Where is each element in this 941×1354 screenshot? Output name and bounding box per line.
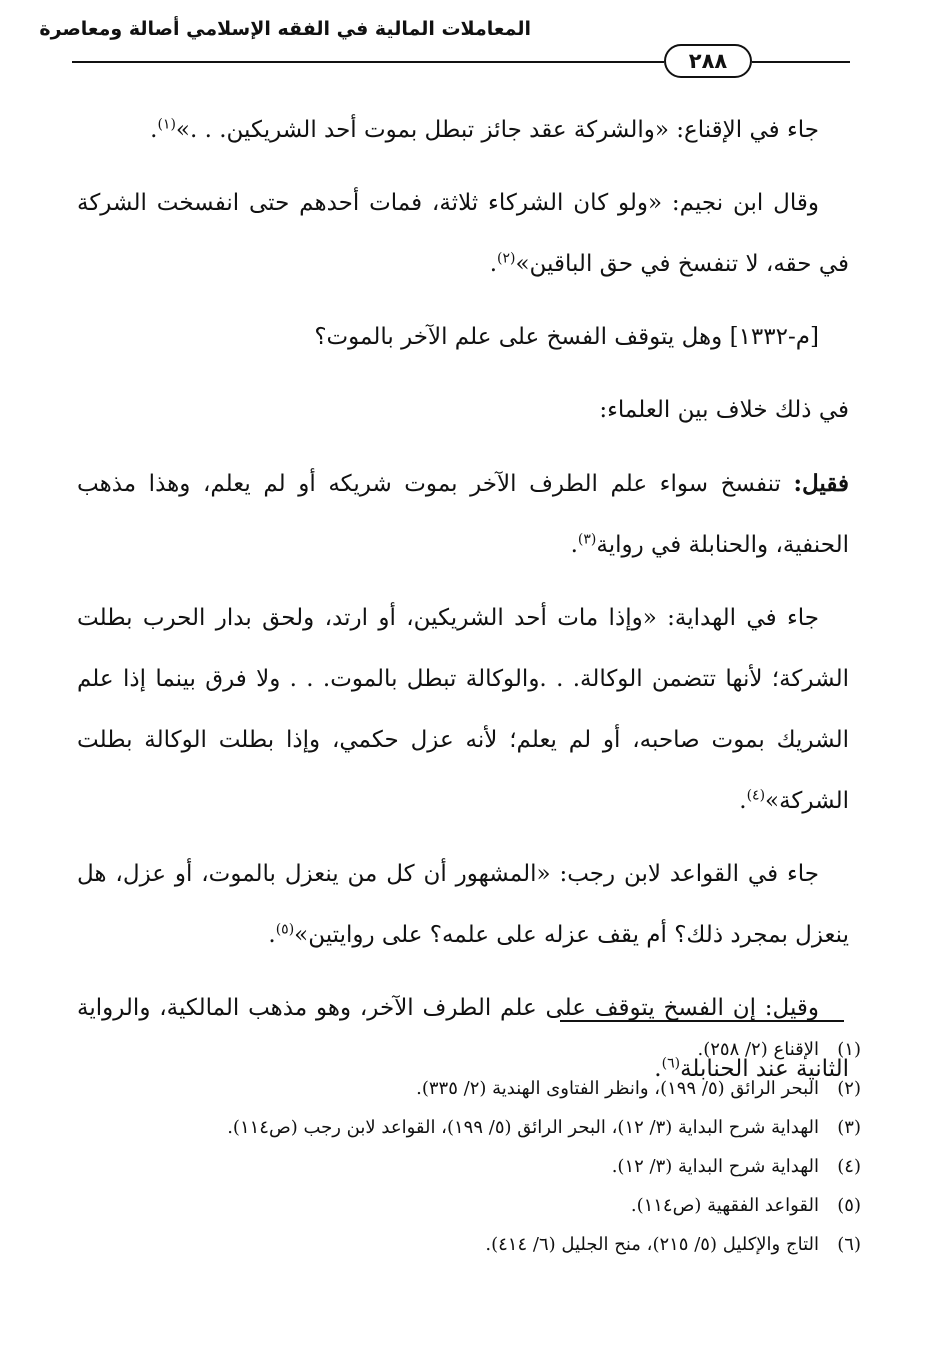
body-text	[77, 100, 849, 1112]
footnote-separator	[560, 1020, 844, 1022]
footnote-number: (١)	[837, 1039, 861, 1060]
footnotes	[81, 1030, 861, 1264]
footnote-ref: (٣)	[577, 531, 597, 548]
footnote-item	[81, 1186, 861, 1225]
footnote-ref: (٥)	[275, 921, 295, 938]
footnote-number: (٢)	[837, 1078, 861, 1099]
paragraph-4	[77, 380, 849, 441]
footnote-text: القواعد الفقهية (ص١١٤).	[630, 1195, 819, 1216]
paragraph-2	[77, 173, 849, 295]
paragraph-3	[77, 307, 849, 368]
footnote-ref: (٤)	[746, 787, 766, 804]
footnote-number: (٣)	[837, 1117, 861, 1138]
paragraph-text: وقيل: إن الفسخ يتوقف على علم الطرف الآخر، وهو مذهب المالكية، والرواية الثانية عند الحنابلة	[77, 995, 849, 1082]
paragraph-text: جاء في الهداية: «وإذا مات أحد الشريكين، أو ارتد، ولحق بدار الحرب بطلت الشركة؛ لأنها تتضمن الوكالة. . .والوكالة تبطل بالموت. . . ولا فرق بينما إذا علم الشريك بموت صاحبه، أو لم يعلم؛ لأنه عزل حكمي، وإذا بطلت الوكالة بطلت الشركة»	[77, 605, 849, 814]
paragraph-lead: فقيل:	[793, 470, 849, 497]
footnote-number: (٦)	[837, 1234, 861, 1255]
footnote-item	[81, 1147, 861, 1186]
paragraph-tail: .	[654, 1056, 662, 1082]
paragraph-1	[77, 100, 849, 161]
paragraph-tail: .	[739, 788, 747, 814]
footnote-item	[81, 1225, 861, 1264]
footnote-item	[81, 1069, 861, 1108]
footnote-text: التاج والإكليل (٥/ ٢١٥)، منح الجليل (٦/ ٤١٤).	[485, 1234, 819, 1255]
footnote-ref: (٢)	[497, 250, 516, 267]
paragraph-6	[77, 588, 849, 832]
paragraph-tail: .	[150, 117, 158, 143]
paragraph-tail: .	[268, 922, 276, 948]
footnote-text: الهداية شرح البداية (٣/ ١٢).	[611, 1156, 819, 1177]
footnote-text: الهداية شرح البداية (٣/ ١٢)، البحر الرائق (٥/ ١٩٩)، القواعد لابن رجب (ص١١٤).	[227, 1117, 819, 1138]
paragraph-7	[77, 844, 849, 966]
footnote-number: (٤)	[837, 1156, 861, 1177]
paragraph-text: جاء في الإقناع: «والشركة عقد جائز تبطل بموت أحد الشريكين. . .»	[175, 117, 819, 143]
paragraph-text: [م-١٣٣٢] وهل يتوقف الفسخ على علم الآخر بالموت؟	[314, 324, 819, 350]
paragraph-tail: .	[570, 532, 578, 558]
footnote-ref: (١)	[157, 116, 176, 133]
footnote-item	[81, 1030, 861, 1072]
footnote-item	[81, 1108, 861, 1147]
paragraph-5	[77, 453, 849, 576]
paragraph-tail: .	[489, 251, 497, 277]
footnote-text: الإقناع (٢/ ٢٥٨).	[697, 1039, 819, 1060]
paragraph-text: وقال ابن نجيم: «ولو كان الشركاء ثلاثة، فمات أحدهم حتى انفسخت الشركة في حقه، لا تنفسخ في حق الباقين»	[77, 190, 849, 277]
header-rule-right	[752, 61, 850, 63]
paragraph-text: تنفسخ سواء علم الطرف الآخر بموت شريكه أو لم يعلم، وهذا مذهب الحنفية، والحنابلة في رواية	[77, 471, 849, 558]
footnote-ref: (٦)	[661, 1055, 681, 1072]
footnote-text: البحر الرائق (٥/ ١٩٩)، وانظر الفتاوى الهندية (٢/ ٣٣٥).	[416, 1078, 819, 1099]
paragraph-text: جاء في القواعد لابن رجب: «المشهور أن كل من ينعزل بالموت، أو عزل، هل ينعزل بمجرد ذلك؟ أم يقف عزله على علمه؟ على روايتين»	[77, 861, 849, 948]
running-title: المعاملات المالية في الفقه الإسلامي أصالة ومعاصرة	[39, 18, 531, 40]
paragraph-text: في ذلك خلاف بين العلماء:	[599, 397, 849, 423]
page-number: ٢٨٨	[664, 44, 752, 78]
footnote-number: (٥)	[837, 1195, 861, 1216]
header-rule-left	[72, 61, 664, 63]
